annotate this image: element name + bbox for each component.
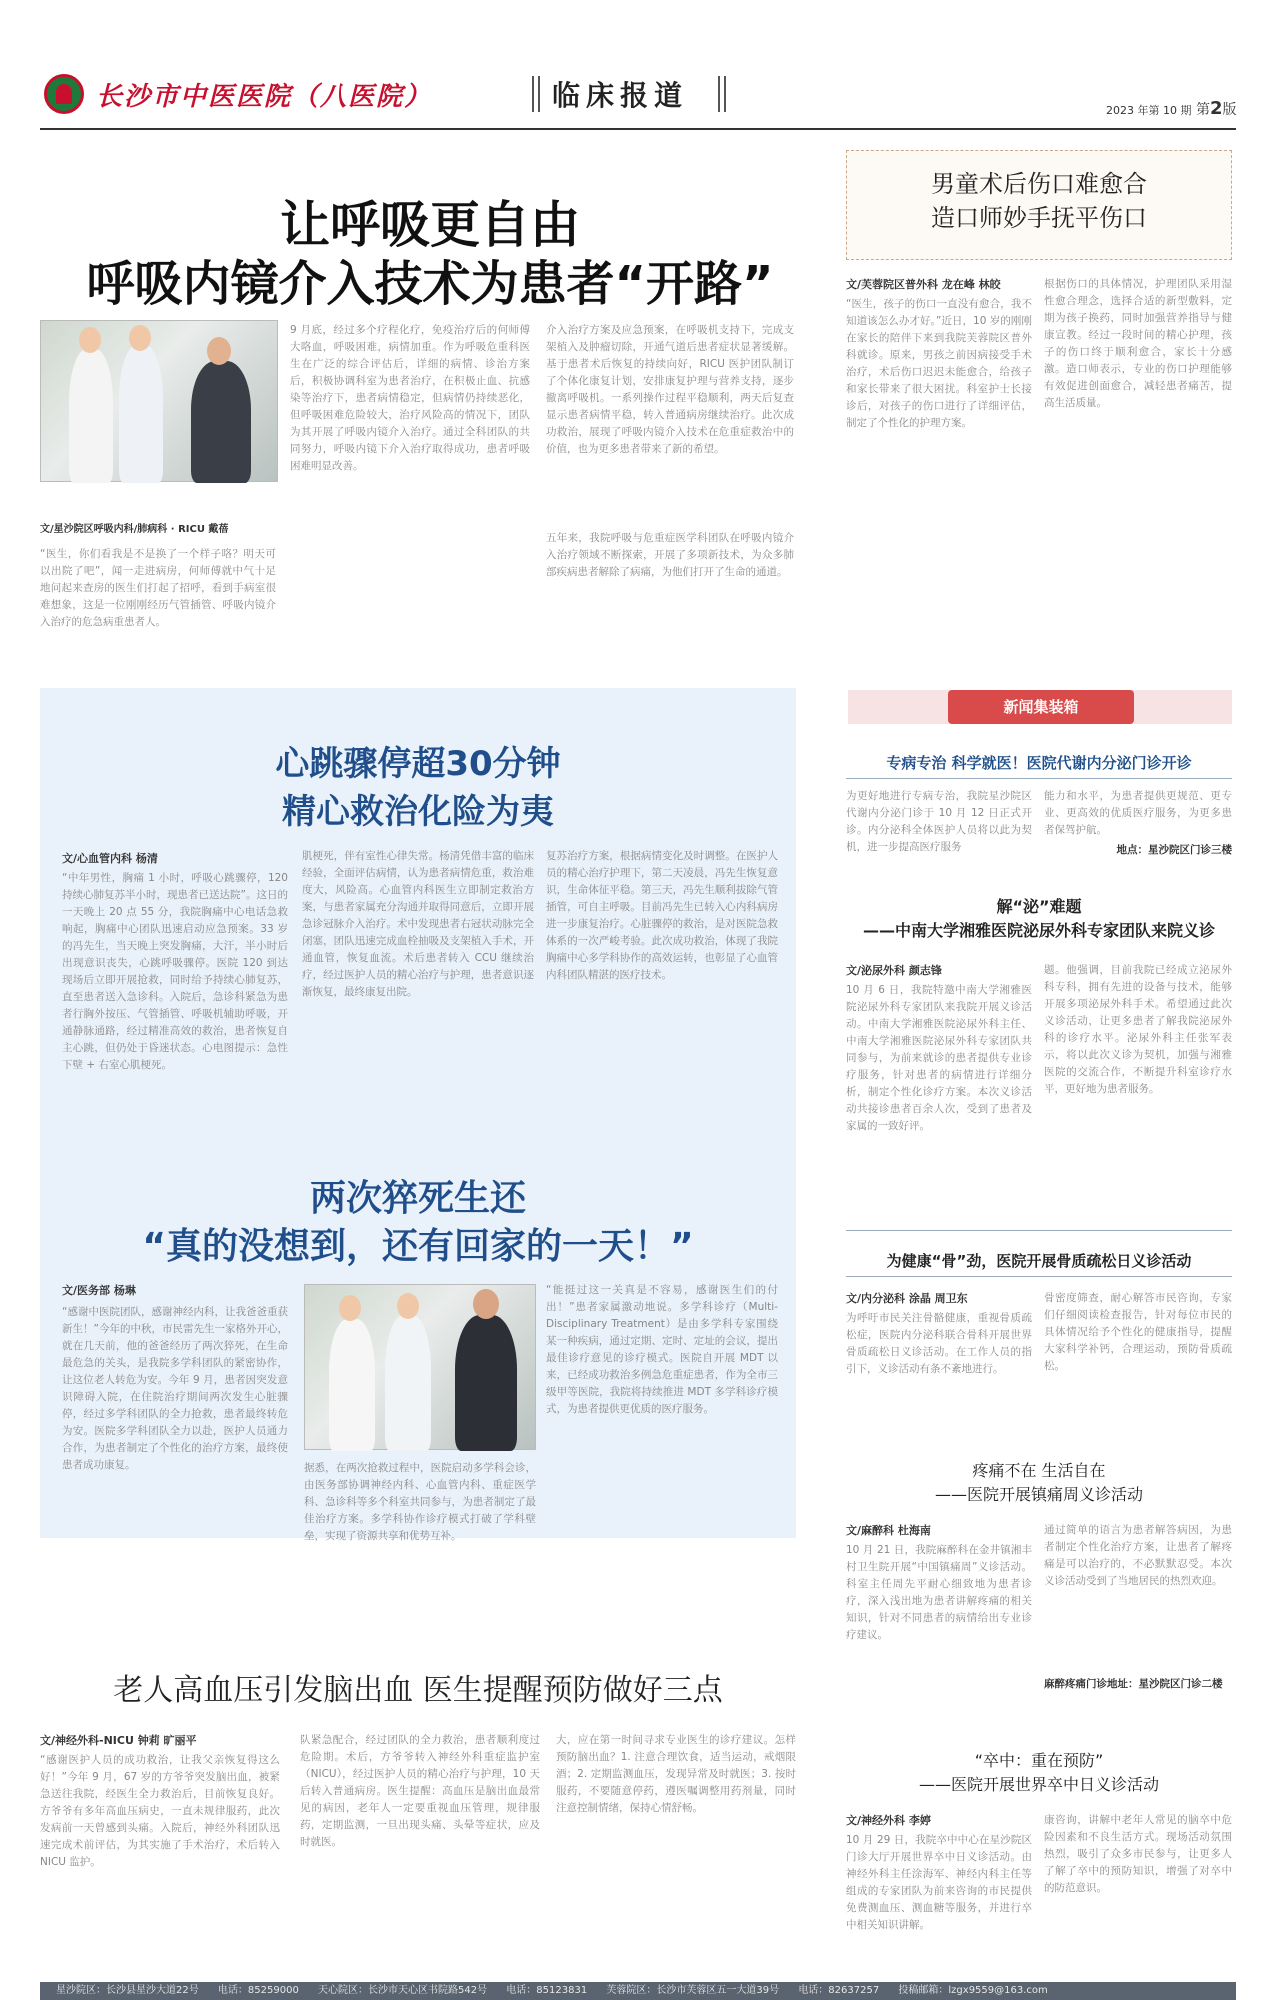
footer-address-tianxin: 天心院区：长沙市天心区书院路542号 [318,1985,488,1996]
article-breath-col2: 9 月底，经过多个疗程化疗，免疫治疗后的何师傅大咯血，呼吸困难，病情加重。作为呼吸危重科医生在广泛的综合评估后，详细的病情、诊治方案后，积极协调科室为患者治疗，在积极止血、抗感染等治疗下，患者病情稳定，但病情仍持续恶化，但呼吸困难危险较大，治疗风险高的情况下，团队为其开展了呼吸内镜介入治疗。通过全科团队的共同努力，呼吸内镜下介入治疗取得成功，患者呼吸困难明显改善。 [290,324,530,472]
section-title: 临床报道 [552,79,689,112]
article-breath-col3-para2: 五年来，我院呼吸与危重症医学科团队在呼吸内镜介入治疗领域不断探索，开展了多项新技术，为众多肺部疾病患者解除了病痛，为他们打开了生命的通道。 [546,532,794,578]
page-number: 第2版 [1196,98,1237,119]
masthead-rule [40,128,1236,130]
article-twice-col1: “感谢中医院团队，感谢神经内科，让我爸爸重获新生！”今年的中秋，市民雷先生一家格外开心，就在几天前，他的爸爸经历了两次猝死，在生命最危急的关头，是我院多学科团队的紧密协作，让这位老人转危为安。今年 9 月，患者因突发意识障碍入院，在住院治疗期间两次发生心脏骤停，经过多学科团队的全力抢救，患者最终转危为安。医院多学科团队全力以赴，医护人员通力合作，为患者制定了个性化的治疗方案，最终使患者成功康复。 [62,1306,288,1471]
footer-phone-xingsha: 电话：85259000 [217,1985,299,1996]
logo-emblem-icon [56,84,72,104]
news-5-byline: 文/神经外科 李婷 [846,1814,931,1827]
masthead-divider [532,76,540,112]
article-heart-byline: 文/心血管内科 杨清 [62,852,158,865]
footer-address-xingsha: 星沙院区：长沙县星沙大道22号 [56,1985,199,1996]
news-1-title: 专病专治 科学就医！医院代谢内分泌门诊开诊 [886,754,1192,772]
news-4-title-2: ——医院开展镇痛周义诊活动 [934,1485,1143,1504]
news-5-body-right: 康咨询，讲解中老年人常见的脑卒中危险因素和不良生活方式。现场活动氛围热烈，吸引了众多市民参与，让更多人了解了卒中的预防知识，增强了对卒中的防范意识。 [1044,1814,1232,1894]
news-2-body-left: 10 月 6 日，我院特邀中南大学湘雅医院泌尿外科专家团队来我院开展义诊活动。中南大学湘雅医院泌尿外科主任、中南大学湘雅医院泌尿外科专家团队共同参与，为前来就诊的患者提供专业诊疗服务，针对患者的病情进行详细分析，制定个性化诊疗方案。本次义诊活动共接诊患者百余人次，受到了患者及家属的一致好评。 [846,984,1032,1132]
article-boy-byline: 文/芙蓉院区普外科 龙在峰 林皎 [846,278,1001,291]
footer-phone-furong: 电话：82637257 [798,1985,880,1996]
article-boy-col1: “医生，孩子的伤口一直没有愈合，我不知道该怎么办才好。”近日，10 岁的刚刚在家长的陪伴下来到我院芙蓉院区普外科就诊。原来，男孩之前因病接受手术治疗，术后伤口迟迟未能愈合，给孩子和家长带来了很大困扰。科室护士长接诊后，对孩子的伤口进行了详细评估，制定了个性化的护理方案。 [846,298,1032,429]
news-2-title-1: 解“泌”难题 [996,897,1082,916]
article-stroke-col1: “感谢医护人员的成功救治，让我父亲恢复得这么好！”今年 9 月，67 岁的方爷爷突发脑出血，被紧急送往我院，经医生全力救治后，目前恢复良好。方爷爷有多年高血压病史，一直未规律服药，此次发病前一天曾感到头痛。入院后，神经外科团队迅速完成术前评估，为其实施了手术治疗，术后转入 NICU 监护。 [40,1754,280,1868]
article-twice-col2: 据悉，在两次抢救过程中，医院启动多学科会诊，由医务部协调神经内科、心血管内科、重症医学科、急诊科等多个科室共同参与，为患者制定了最佳治疗方案。多学科协作诊疗模式打破了学科壁垒，实现了资源共享和优势互补。 [304,1462,536,1542]
article-heart-title-2: 精心救治化险为夷 [282,792,554,832]
article-stroke-title: 老人高血压引发脑出血 医生提醒预防做好三点 [113,1673,723,1708]
news-1-body-left: 为更好地进行专病专治，我院星沙院区代谢内分泌门诊于 10 月 12 日正式开诊。内分泌科全体医护人员将以此为契机，进一步提高医疗服务 [846,790,1032,853]
news-2-body-right: 题。他强调，目前我院已经成立泌尿外科专科，拥有先进的设备与技术，能够开展多项泌尿外科手术。希望通过此次义诊活动，让更多患者了解我院泌尿外科的诊疗水平。泌尿外科主任张军表示，将以此次义诊为契机，加强与湘雅医院的交流合作，不断提升科室诊疗水平，更好地为患者服务。 [1044,964,1232,1095]
article-heart-col1: “中年男性，胸痛 1 小时，呼吸心跳骤停，120 持续心肺复苏半小时，现患者已送达院”。这日的一天晚上 20 点 55 分，我院胸痛中心电话急救响起，胸痛中心团队迅速启动应急预案。33 岁的冯先生，当天晚上突发胸痛，大汗，半小时后出现意识丧失，心跳呼吸骤停。医院 120 到达现场后立即开展抢救，同时给予持续心肺复苏，直至患者送入急诊科。入院后，急诊科紧急为患者行胸外按压、气管插管、呼吸机辅助呼吸，开通静脉通路，经过精准高效的救治，患者恢复自主心跳，但仍处于昏迷状态。心电图提示：急性下壁 + 右室心肌梗死。 [62,872,288,1071]
news-5-title-1: “卒中：重在预防” [974,1751,1104,1770]
news-banner: 新闻集装箱 [948,690,1134,724]
hospital-name: 长沙市中医医院（八医院） [96,82,433,112]
news-4-byline: 文/麻醉科 杜海南 [846,1524,931,1537]
article-boy-col2: 根据伤口的具体情况，护理团队采用湿性愈合理念，选择合适的新型敷料，定期为孩子换药，同时加强营养指导与健康宣教。经过一段时间的精心护理，孩子的伤口终于顺利愈合，家长十分感激。造口师表示，专业的伤口护理能够有效促进创面愈合，减轻患者痛苦，提高生活质量。 [1044,278,1232,409]
masthead-divider-right [718,76,726,112]
news-3-body-left: 为呼吁市民关注骨骼健康，重视骨质疏松症，医院内分泌科联合骨科开展世界骨质疏松日义诊活动。在工作人员的指引下，义诊活动有条不紊地进行。 [846,1312,1032,1375]
article-stroke-col3: 大，应在第一时间寻求专业医生的诊疗建议。怎样预防脑出血？1. 注意合理饮食，适当运动，戒烟限酒；2. 定期监测血压，发现异常及时就医；3. 按时服药，不要随意停药，遵医嘱调整用药剂量，同时注意控制情绪，保持心情舒畅。 [556,1734,796,1814]
news-5-body-left: 10 月 29 日，我院卒中中心在星沙院区门诊大厅开展世界卒中日义诊活动。由神经外科主任涂海军、神经内科主任等组成的专家团队为前来咨询的市民提供免费测血压、测血糖等服务，并进行卒中相关知识讲解。 [846,1834,1032,1931]
news-3-title: 为健康“骨”劲，医院开展骨质疏松日义诊活动 [886,1252,1192,1270]
news-2-byline: 文/泌尿外科 颜志锋 [846,964,942,977]
article-boy-title-1: 男童术后伤口难愈合 [931,170,1147,198]
article-twice-title-2: “真的没想到，还有回家的一天！” [142,1226,694,1267]
news-1-rule [846,778,1232,779]
news-4-body-right: 通过简单的语言为患者解答病因，为患者制定个性化治疗方案，让患者了解疼痛是可以治疗的，不必默默忍受。本次义诊活动受到了当地居民的热烈欢迎。 [1044,1524,1232,1587]
article-twice-byline: 文/医务部 杨琳 [62,1284,136,1297]
footer-phone-tianxin: 电话：85123831 [506,1985,588,1996]
article-stroke-byline: 文/神经外科-NICU 钟莉 旷丽平 [40,1734,197,1747]
article-heart-col2: 肌梗死，伴有室性心律失常。杨清凭借丰富的临床经验，全面评估病情，认为患者病情危重，救治难度大，风险高。心血管内科医生立即制定救治方案，与患者家属充分沟通并取得同意后，立即开展急诊冠脉介入治疗。术中发现患者右冠状动脉完全闭塞，团队迅速完成血栓抽吸及支架植入手术，开通血管，恢复血流。术后患者转入 CCU 继续治疗，经过医护人员的精心治疗与护理，患者意识逐渐恢复，最终康复出院。 [302,850,534,998]
article-breath-caption: 文/星沙院区呼吸内科/肺病科 · RICU 戴蓓 [40,524,229,535]
article-heart-col3: 复苏治疗方案，根据病情变化及时调整。在医护人员的精心治疗护理下，第二天凌晨，冯先生恢复意识，生命体征平稳。第三天，冯先生顺利拔除气管插管，可自主呼吸。目前冯先生已转入心内科病房进一步康复治疗。心脏骤停的救治，是对医院急救体系的一次严峻考验。此次成功救治，体现了我院胸痛中心多学科协作的高效运转，也彰显了心血管内科团队精湛的医疗技术。 [546,850,778,981]
news-4-body-left: 10 月 21 日，我院麻醉科在金井镇湘丰村卫生院开展“中国镇痛周”义诊活动。科室主任周先平耐心细致地为患者诊疗，深入浅出地为患者讲解疼痛的相关知识，针对不同患者的病情给出专业诊疗建议。 [846,1544,1032,1641]
footer-email: 投稿邮箱：lzgx9559@163.com [898,1985,1048,1996]
article-breath-col1: “医生，你们看我是不是换了一个样子咯？明天可以出院了吧”，闻一走进病房，何师傅就中气十足地问起来查房的医生们打起了招呼，看到手病室很难想象，这是一位刚刚经历气管插管、呼吸内镜介入治疗的危急病重患者人。 [40,548,276,628]
news-4-location: 麻醉疼痛门诊地址：星沙院区门诊二楼 [1044,1678,1223,1690]
article-breath-photo [40,320,278,482]
news-3-rule [846,1276,1232,1277]
news-5-title-2: ——医院开展世界卒中日义诊活动 [918,1775,1159,1794]
article-stroke-col2: 队紧急配合，经过团队的全力救治，患者顺利度过危险期。术后，方爷爷转入神经外科重症监护室（NICU），经过医护人员的精心治疗与护理，10 天后转入普通病房。医生提醒：高血压是脑出血最常见的病因，老年人一定要重视血压管理，规律服药，定期监测，一旦出现头痛、头晕等症状，应及时就医。 [300,1734,540,1848]
news-1-body-right: 能力和水平，为患者提供更规范、更专业、更高效的优质医疗服务，为更多患者保驾护航。 [1044,790,1232,836]
issue-number: 2023 年第 10 期 [1106,104,1192,117]
article-heart-title-1: 心跳骤停超30分钟 [275,744,561,784]
news-4-title-1: 疼痛不在 生活自在 [972,1461,1106,1480]
article-breath-title-2: 呼吸内镜介入技术为患者“开路” [86,256,774,312]
article-twice-title-1: 两次猝死生还 [309,1178,526,1219]
news-3-body-right: 骨密度筛查，耐心解答市民咨询，专家们仔细阅读检查报告，针对每位市民的具体情况给予个性化的健康指导，提醒大家科学补钙，合理运动，预防骨质疏松。 [1044,1292,1232,1372]
article-breath-col3: 介入治疗方案及应急预案，在呼吸机支持下，完成支架植入及肿瘤切除，开通气道后患者症状显著缓解。基于患者术后恢复的持续向好，RICU 医护团队制订了个体化康复计划，安排康复护理与营养支持，逐步撤离呼吸机。一系列操作过程平稳顺利，两天后复查显示患者病情平稳，转入普通病房继续治疗。此次成功救治，展现了呼吸内镜介入技术在危重症救治中的价值，也为更多患者带来了新的希望。 [546,324,794,455]
article-boy-title-2: 造口师妙手抚平伤口 [931,204,1147,232]
news-3-byline: 文/内分泌科 涂晶 周卫东 [846,1292,968,1305]
news-3-rule-top [846,1230,1232,1231]
news-2-title-2: ——中南大学湘雅医院泌尿外科专家团队来院义诊 [862,921,1215,940]
article-twice-col3: “能挺过这一关真是不容易，感谢医生们的付出！”患者家属激动地说。多学科诊疗（Multi-Disciplinary Treatment）是由多学科专家围绕某一种疾病，通过定期、定时、定址的会议，提出最佳诊疗意见的诊疗模式。医院自开展 MDT 以来，已经成功救治多例急危重症患者，作为全市三级甲等医院，我院将持续推进 MDT 多学科诊疗模式，为患者提供更优质的医疗服务。 [546,1284,778,1415]
footer-bar [40,1982,1236,2000]
news-1-location: 地点：星沙院区门诊三楼 [1116,844,1232,856]
article-breath-title-1: 让呼吸更自由 [280,196,580,254]
footer-address-furong: 芙蓉院区：长沙市芙蓉区五一大道39号 [606,1985,780,1996]
article-twice-photo [304,1284,536,1450]
